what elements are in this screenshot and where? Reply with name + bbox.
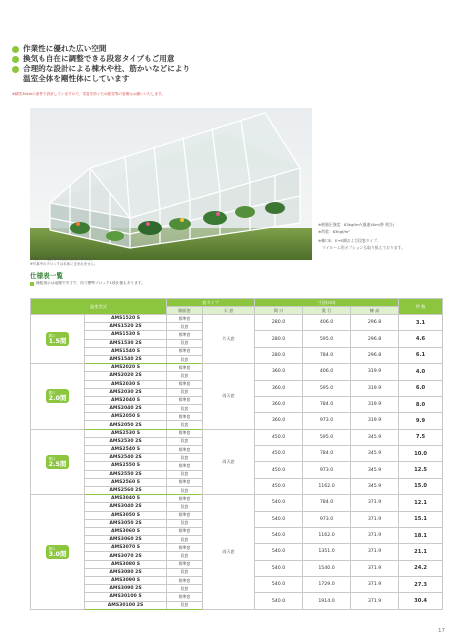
eave-cell: 371.9 [351, 577, 399, 593]
door-type-cell: 標準窓 [167, 511, 203, 519]
door-type-cell: 段窓 [167, 355, 203, 363]
width-cell-value: 360.0 [255, 413, 303, 429]
spec-subtitle-text: 棟数指示は南側で外寸で、同寸標準ブロック1段仕様もあります。 [36, 281, 145, 285]
model-cell: AMS2020 S [85, 364, 167, 372]
eave-cell: 371.9 [351, 593, 399, 609]
width-cell-value: 360.0 [255, 380, 303, 396]
door-type-cell: 段窓 [167, 372, 203, 380]
model-cell: AMS2050 S [85, 413, 167, 421]
model-cell: AMS2540 2S [85, 454, 167, 462]
area-cell: 15.1 [399, 511, 443, 527]
door-type-cell: 標準窓 [167, 495, 203, 503]
model-cell: AMS2030 S [85, 380, 167, 388]
header-roof: 天 窓 [203, 307, 255, 315]
eave-cell: 296.8 [351, 315, 399, 331]
area-cell: 12.1 [399, 495, 443, 511]
depth-cell: 406.0 [303, 315, 351, 331]
depth-cell: 1540.0 [303, 560, 351, 576]
depth-cell: 973.0 [303, 511, 351, 527]
width-cell-value: 450.0 [255, 429, 303, 445]
depth-cell: 1729.0 [303, 577, 351, 593]
width-cell-value: 540.0 [255, 577, 303, 593]
door-type-cell: 標準窓 [167, 593, 203, 601]
model-cell: AMS3080 2S [85, 568, 167, 576]
depth-cell: 973.0 [303, 462, 351, 478]
model-cell: AMS2050 2S [85, 421, 167, 429]
header-width: 間 口 [255, 307, 303, 315]
option-note: マイルーム用オプションも取り扱えております。 [322, 244, 405, 250]
area-cell: 12.5 [399, 462, 443, 478]
width-badge-prefix: 間口 [48, 456, 56, 461]
eave-cell: 345.9 [351, 429, 399, 445]
depth-cell: 1162.0 [303, 478, 351, 494]
door-type-cell: 段窓 [167, 536, 203, 544]
feature-item [12, 44, 442, 54]
square-bullet-icon [30, 282, 34, 286]
header-eave: 棟 高 [351, 307, 399, 315]
feature-item [12, 64, 442, 74]
roof-type-cell: 両天窓 [203, 364, 255, 430]
roof-type-cell: 片天窓 [203, 315, 255, 364]
eave-cell: 371.9 [351, 560, 399, 576]
area-cell: 4.6 [399, 331, 443, 347]
width-cell-value: 360.0 [255, 396, 303, 412]
door-type-cell: 標準窓 [167, 413, 203, 421]
model-cell: AMS3080 S [85, 560, 167, 568]
door-type-cell: 標準窓 [167, 527, 203, 535]
header-window-type: 窓タイプ [167, 299, 255, 307]
door-type-cell: 段窓 [167, 552, 203, 560]
width-badge-prefix: 間口 [48, 546, 56, 551]
roof-type-cell: 両天窓 [203, 429, 255, 495]
eave-cell: 371.9 [351, 511, 399, 527]
eave-cell: 371.9 [351, 495, 399, 511]
model-cell: AMS2540 S [85, 446, 167, 454]
spec-table-body [31, 315, 443, 610]
spec-notes [318, 222, 405, 251]
feature-continuation: 温室全体を剛性体にしています [23, 74, 130, 83]
photo-note-line: ※写真中の花鉢等は商品に含まれません。 [30, 257, 95, 261]
area-cell: 6.1 [399, 347, 443, 363]
depth-cell: 406.0 [303, 364, 351, 380]
option-note: ※棟口E、E→S側および段窓タイプ、 [318, 238, 381, 243]
area-cell: 7.5 [399, 429, 443, 445]
table-row [31, 315, 443, 323]
area-cell: 15.0 [399, 478, 443, 494]
area-cell: 8.0 [399, 396, 443, 412]
width-cell-value: 540.0 [255, 511, 303, 527]
width-badge [46, 545, 70, 559]
width-cell-value: 540.0 [255, 495, 303, 511]
bullet-icon [12, 66, 19, 73]
door-type-cell: 標準窓 [167, 446, 203, 454]
width-cell-value: 360.0 [255, 364, 303, 380]
model-cell: AMS1540 2S [85, 355, 167, 363]
model-cell: AMS3050 2S [85, 519, 167, 527]
door-type-cell: 段窓 [167, 323, 203, 331]
depth-cell: 784.0 [303, 347, 351, 363]
door-type-cell: 標準窓 [167, 331, 203, 339]
depth-cell: 1914.0 [303, 593, 351, 609]
model-cell: AMS2040 2S [85, 405, 167, 413]
door-type-cell: 段窓 [167, 405, 203, 413]
area-cell: 4.0 [399, 364, 443, 380]
model-cell: AMS1530 2S [85, 339, 167, 347]
depth-cell: 1351.0 [303, 544, 351, 560]
area-cell: 18.1 [399, 527, 443, 543]
table-row [31, 429, 443, 437]
door-type-cell: 標準窓 [167, 429, 203, 437]
door-type-cell: 段窓 [167, 388, 203, 396]
eave-cell: 345.9 [351, 446, 399, 462]
spec-title: 仕様表一覧 [30, 272, 63, 280]
door-type-cell: 標準窓 [167, 347, 203, 355]
model-cell: AMS2030 2S [85, 388, 167, 396]
area-cell: 9.9 [399, 413, 443, 429]
area-cell: 24.2 [399, 560, 443, 576]
width-cell-value: 540.0 [255, 593, 303, 609]
depth-cell: 595.0 [303, 380, 351, 396]
width-badge-value: 1.5間 [48, 337, 67, 346]
door-type-cell: 標準窓 [167, 315, 203, 323]
model-cell: AMS3070 2S [85, 552, 167, 560]
bullet-icon [12, 56, 19, 63]
roof-type-cell: 両天窓 [203, 495, 255, 610]
area-cell: 27.3 [399, 577, 443, 593]
eave-cell: 296.8 [351, 347, 399, 363]
width-cell-value: 540.0 [255, 560, 303, 576]
door-type-cell: 段窓 [167, 486, 203, 494]
width-cell-value: 540.0 [255, 527, 303, 543]
model-cell: AMS30100 S [85, 593, 167, 601]
door-type-cell: 段窓 [167, 437, 203, 445]
depth-cell: 973.0 [303, 413, 351, 429]
page-number: 17 [438, 628, 445, 634]
bullet-icon [12, 46, 19, 53]
greenhouse-illustration [30, 108, 312, 260]
depth-cell: 784.0 [303, 396, 351, 412]
depth-cell: 784.0 [303, 495, 351, 511]
width-badge [46, 455, 70, 469]
model-cell: AMS2560 2S [85, 486, 167, 494]
model-cell: AMS1530 S [85, 331, 167, 339]
model-cell: AMS1520 2S [85, 323, 167, 331]
depth-cell: 595.0 [303, 331, 351, 347]
width-cell-value: 450.0 [255, 462, 303, 478]
eave-cell: 371.9 [351, 544, 399, 560]
width-group-badge [31, 495, 85, 610]
eave-cell: 345.9 [351, 462, 399, 478]
door-type-cell: 段窓 [167, 454, 203, 462]
model-cell: AMS3060 2S [85, 536, 167, 544]
area-cell: 3.1 [399, 315, 443, 331]
width-cell-value: 280.0 [255, 347, 303, 363]
eave-cell: 296.8 [351, 331, 399, 347]
width-badge-prefix: 間口 [48, 334, 56, 339]
door-type-cell: 標準窓 [167, 560, 203, 568]
door-type-cell: 段窓 [167, 339, 203, 347]
model-cell: AMS2550 2S [85, 470, 167, 478]
model-cell: AMS3040 2S [85, 503, 167, 511]
feature-text: 換気も自在に調整できる段窓タイプもご用意 [23, 54, 175, 63]
door-type-cell: 段窓 [167, 568, 203, 576]
header-area: 坪 数 [399, 299, 443, 315]
wind-load-label: ※耐風圧強度： [318, 222, 344, 227]
width-cell-value: 450.0 [255, 478, 303, 494]
eave-cell: 319.9 [351, 380, 399, 396]
width-badge-value: 2.0間 [48, 394, 67, 403]
model-cell: AMS1520 S [85, 315, 167, 323]
model-cell: AMS30100 2S [85, 601, 167, 609]
feature-list [12, 44, 442, 84]
eave-cell: 345.9 [351, 478, 399, 494]
width-badge [46, 389, 70, 403]
model-cell: AMS2560 S [85, 478, 167, 486]
model-cell: AMS2020 2S [85, 372, 167, 380]
door-type-cell: 段窓 [167, 470, 203, 478]
door-type-cell: 標準窓 [167, 380, 203, 388]
door-type-cell: 段窓 [167, 601, 203, 609]
model-cell: AMS1540 S [85, 347, 167, 355]
area-cell: 6.0 [399, 380, 443, 396]
width-cell-value: 280.0 [255, 331, 303, 347]
model-cell: AMS3050 S [85, 511, 167, 519]
photo-caption-type: （標準タイプ） [293, 358, 312, 367]
door-type-cell: 段窓 [167, 503, 203, 511]
eave-cell: 319.9 [351, 396, 399, 412]
width-badge [46, 332, 70, 346]
model-cell: AMS3070 S [85, 544, 167, 552]
spec-table [30, 298, 443, 610]
model-cell: AMS2550 S [85, 462, 167, 470]
spec-subtitle [30, 281, 145, 286]
width-cell-value: 280.0 [255, 315, 303, 331]
header-door: 側面窓 [167, 307, 203, 315]
area-cell: 30.4 [399, 593, 443, 609]
door-type-cell: 段窓 [167, 421, 203, 429]
width-badge-value: 3.0間 [48, 549, 67, 558]
photo-caption-model: AMS3070 S [294, 348, 311, 357]
feature-item [12, 54, 442, 64]
photo-note-line: ※写真中のプロックは本体に含まれません。 [30, 262, 98, 266]
area-cell: 10.0 [399, 446, 443, 462]
door-type-cell: 標準窓 [167, 396, 203, 404]
depth-cell: 784.0 [303, 446, 351, 462]
model-cell: AMS2530 2S [85, 437, 167, 445]
door-type-cell: 標準窓 [167, 462, 203, 470]
feature-text: 合理的な設計による棟木や柱、筋かいなどにより [23, 64, 191, 73]
header-model: 温室型式 [31, 299, 167, 315]
model-cell: AMS3060 S [85, 527, 167, 535]
feature-text: 作業性に優れた広い空間 [23, 44, 107, 53]
door-type-cell: 段窓 [167, 519, 203, 527]
width-badge-value: 2.5間 [48, 459, 67, 468]
header-depth: 奥 行 [303, 307, 351, 315]
eave-cell: 319.9 [351, 413, 399, 429]
model-cell: AMS3090 S [85, 577, 167, 585]
door-type-cell: 標準窓 [167, 364, 203, 372]
door-type-cell: 標準窓 [167, 544, 203, 552]
photo-notes [30, 257, 97, 267]
model-cell: AMS2040 S [85, 396, 167, 404]
model-cell: AMS3090 2S [85, 585, 167, 593]
width-group-badge [31, 364, 85, 430]
area-cell: 21.1 [399, 544, 443, 560]
table-row [31, 364, 443, 372]
eave-cell: 371.9 [351, 527, 399, 543]
width-badge-prefix: 間口 [48, 391, 56, 396]
door-type-cell: 標準窓 [167, 577, 203, 585]
table-row [31, 495, 443, 503]
width-cell-value: 540.0 [255, 544, 303, 560]
depth-cell: 1162.0 [303, 527, 351, 543]
width-cell-value: 450.0 [255, 446, 303, 462]
wind-load-value: 83kgf/m²(風速40m/秒 相当) [343, 222, 395, 227]
snow-load-note: ※積雪30cmの条件で設計していますので、雪害を防ぐため除雪等の管理はお願いいたします。 [12, 92, 165, 96]
door-type-cell: 段窓 [167, 585, 203, 593]
snow-load-value: 重：83kgf/m² [324, 228, 350, 234]
depth-cell: 595.0 [303, 429, 351, 445]
snow-load-label: ※荷 [318, 228, 325, 234]
width-group-badge [31, 315, 85, 364]
model-cell: AMS2530 S [85, 429, 167, 437]
door-type-cell: 標準窓 [167, 478, 203, 486]
model-cell: AMS3040 S [85, 495, 167, 503]
width-group-badge [31, 429, 85, 495]
header-size: 寸法(cm) [255, 299, 399, 307]
eave-cell: 319.9 [351, 364, 399, 380]
